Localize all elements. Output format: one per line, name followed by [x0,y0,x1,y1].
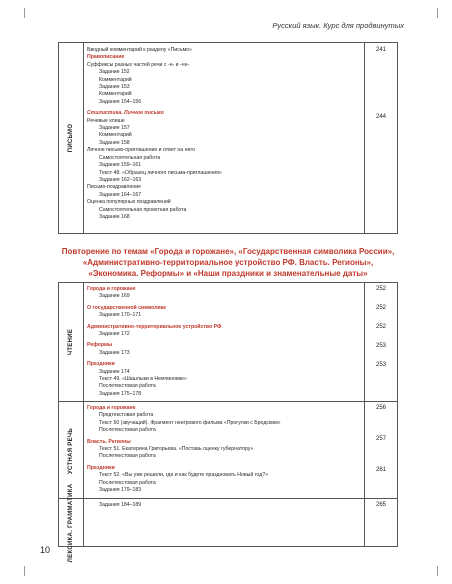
entry: Предтекстовая работа [99,412,154,419]
entry: Задание 174 [99,368,130,375]
page-ref: 256 [375,405,386,411]
entry: Текст 51. Екатерина Григорьева. «Поставь оценку губернатору» [99,446,254,453]
contents-table-pismo [58,42,398,234]
entry: Задания 162–163 [99,176,142,183]
entry: Задания 170–171 [99,312,142,319]
page-number: 10 [40,545,51,555]
section-label: ЧТЕНИЕ [68,328,74,356]
entry: Задание 168 [99,213,130,220]
crop-mark [24,8,35,18]
entries [87,405,361,494]
page-ref: 244 [375,114,386,120]
entry: Задания 154–156 [99,98,142,105]
entry: Речевые клише [87,117,125,124]
topic-heading: Города и горожане [87,286,136,292]
entries [87,47,361,221]
page-ref: 252 [375,305,386,311]
entry: Послетекстовая работа [99,479,156,486]
section-cell [59,43,84,233]
contents-table-review [58,282,398,562]
entry: Задание 158 [99,139,130,146]
entries [87,286,361,398]
crop-mark [24,566,35,576]
entry: Комментарий [99,91,132,98]
entry: Послетекстовая работа [99,427,156,434]
entry: Комментарий [99,132,132,139]
entry: Письмо-поздравление [87,184,141,191]
page-ref: 252 [375,324,386,330]
entry-intro: Вводный комментарий к разделу «Письмо» [87,47,192,53]
topic-heading: Административно-территориальное устройство РФ [87,323,222,330]
table-row [59,43,397,233]
page-ref: 265 [375,502,386,508]
entry: Задание 169 [99,293,130,300]
page-column [364,43,397,233]
entry: Оценка популярных поздравлений [87,199,171,206]
entry: Задания 159–161 [99,162,142,169]
section-label: ПИСЬМО [68,123,74,153]
entry: Задания 164–167 [99,191,142,198]
page-ref: 253 [375,343,386,349]
topic-heading: Власть. Регионы [87,438,131,445]
section-label: УСТНАЯ РЕЧЬ [68,427,74,474]
section-cell [59,283,84,401]
crop-mark [427,566,438,576]
entry: Текст 48. «Образец личного письма-приглашения» [99,169,222,176]
page-ref: 253 [375,362,386,368]
topic-heading: Правописание [87,54,125,61]
entry: Задание 172 [99,331,130,338]
crop-mark [427,8,438,18]
page-column [364,402,397,499]
page-ref: 261 [375,467,386,473]
entry: Задания 179–183 [99,487,142,494]
topic-heading: Праздники [87,361,115,368]
topic-heading: Стилистика. Личное письмо [87,110,164,117]
topic-heading: Праздники [87,464,115,471]
table-row-ustnaya-rech [59,401,397,499]
entry: Задания 175–178 [99,390,142,397]
entry: Суффиксы разных частей речи с -н- и -нн- [87,61,190,68]
entry: Задание 157 [99,125,130,132]
entry: Личное письмо-приглашение и ответ на него [87,147,195,154]
entries [87,502,361,509]
entry: Задания 184–189 [99,502,142,508]
entry: Задание 152 [99,69,130,76]
running-header: Русский язык. Курс для продвинутых [272,21,404,30]
entry: Задание 153 [99,84,130,91]
page-column [364,283,397,401]
page-ref: 252 [375,286,386,292]
entry: Комментарий [99,76,132,83]
table-row-chtenie [59,283,397,401]
topic-heading: Города и горожане [87,405,136,411]
entry: Послетекстовая работа [99,453,156,460]
entry: Задание 173 [99,349,130,356]
section-cell [59,483,84,562]
topic-heading: Реформы [87,342,113,349]
page-ref: 241 [375,47,386,53]
section-heading: Повторение по темам «Города и горожане», «Государственная символика России», «Административно-территориальное устройство РФ. Власть. Регионы», «Экономика. Реформы» и «Наши праздники и знаменательные даты» [61,247,395,278]
entry: Текст 52. «Вы уже решили, где и как будете праздновать Новый год?» [99,472,269,479]
page-ref: 257 [375,436,386,442]
entry: Текст 50 (звучащий). Фрагмент неигрового фильма «Прогулки с Бродским» [99,419,281,426]
entry: Самостоятельная работа [99,154,161,161]
section-label: ЛЕКСИКА. ГРАММАТИКА [68,483,74,562]
entry: Послетекстовая работа [99,383,156,390]
entry: Самостоятельная проектная работа [99,206,187,213]
entry: Текст 49. «Шашлыки в Немчиновке» [99,376,187,383]
topic-heading: О государственной символике [87,304,167,311]
